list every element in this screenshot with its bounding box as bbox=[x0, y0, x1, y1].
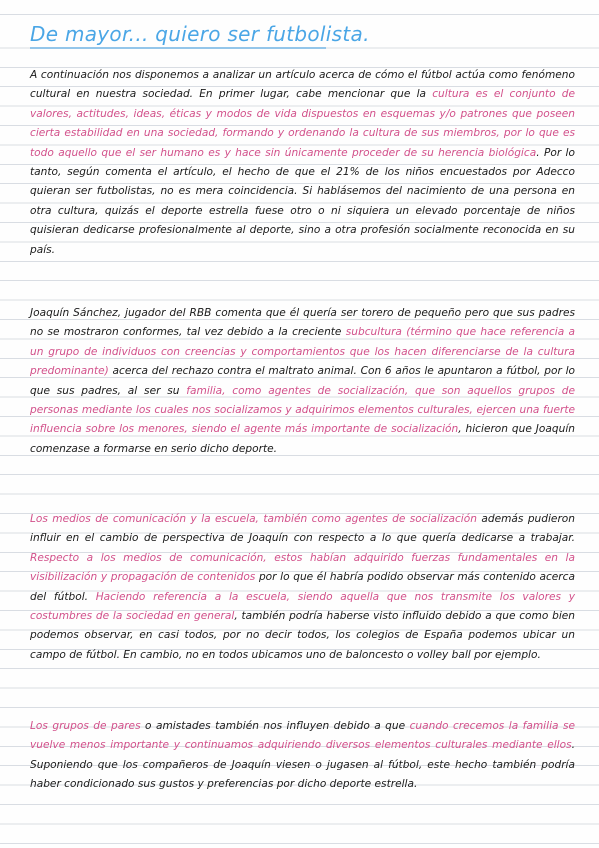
highlighted-text: cultura es el conjunto de valores, actitudes, ideas, éticas y modos de vida dispuestos en esquemas y/o patrones que poseen cierta estabilidad en una sociedad, formando y ordenando la cultura de sus miembros, por lo que es todo aquello que el ser humano es y hace sin únicamente proceder de su herencia biológica bbox=[30, 88, 575, 159]
body-text: A continuación nos disponemos a analizar un artículo acerca de cómo el fútbol actúa como fenómeno cultural en nuestra sociedad. En primer lugar, cabe mencionar que la bbox=[30, 69, 575, 101]
page-title: De mayor... quiero ser futbolista. bbox=[30, 22, 370, 46]
body-text: Joaquín Sánchez, jugador del RBB comenta que él quería ser torero de pequeño pero que sus padres no se mostraron conformes, tal vez debido a la creciente bbox=[30, 307, 575, 339]
highlighted-text: Respecto a los medios de comunicación, estos habían adquirido fuerzas fundamentales en la visibilización y propagación de contenidos bbox=[30, 551, 575, 584]
paragraph-2 bbox=[30, 304, 575, 459]
highlighted-text: Los grupos de pares bbox=[30, 720, 141, 732]
highlighted-text: Los medios de comunicación y la escuela, también como agentes de socialización bbox=[30, 513, 477, 525]
paragraph-1 bbox=[30, 66, 575, 260]
title-underline bbox=[30, 47, 326, 49]
body-text: por lo que él habría podido observar más contenido acerca del fútbol. bbox=[30, 571, 575, 603]
body-text: , hicieron que Joaquín comenzase a formarse en serio dicho deporte. bbox=[30, 423, 575, 455]
highlighted-text: subcultura (término que hace referencia a un grupo de individuos con creencias y comportamientos que los hacen diferenciarse de la cultura predominante) bbox=[30, 326, 575, 378]
body-text: , también podría haberse visto influido debido a que como bien podemos observar, en casi todos, por no decir todos, los colegios de España podemos ubicar un campo de fútbol. En cambio, no en todos ubicamos uno de baloncesto o volley ball por ejemplo. bbox=[30, 610, 575, 661]
highlighted-text: Haciendo referencia a la escuela, siendo aquella que nos transmite los valores y costumbres de la sociedad en general bbox=[30, 590, 575, 623]
paragraph-3 bbox=[30, 510, 575, 665]
body-text: acerca del rechazo contra el maltrato animal. Con 6 años le apuntaron a fútbol, por lo que sus padres, al ser su bbox=[30, 365, 575, 397]
page-margin bbox=[0, 0, 14, 848]
highlighted-text: cuando crecemos la familia se vuelve menos importante y continuamos adquiriendo diversos elementos culturales mediante ellos bbox=[30, 720, 575, 752]
body-text: . Por lo tanto, según comenta el artículo, el hecho de que el 21% de los niños encuestados por Adecco quieran ser futbolistas, no es mera coincidencia. Si hablásemos del nacimiento de una persona en otra cultura, quizás el deporte estrella fuese otro o ni siquiera un elevado porcentaje de niños quisieran dedicarse profesionalmente al deporte, sino a otra profesión socialmente reconocida en su país. bbox=[30, 146, 575, 256]
highlighted-text: familia, como agentes de socialización, que son aquellos grupos de personas mediante los cuales nos socializamos y adquirimos elementos culturales, ejercen una fuerte influencia sobre los menores, siendo el agente más importante de socialización bbox=[30, 384, 575, 436]
body-text: o amistades también nos influyen debido a que bbox=[140, 720, 410, 732]
paragraph-4 bbox=[30, 717, 575, 795]
body-text: . Suponiendo que los compañeros de Joaquín viesen o jugasen al fútbol, este hecho también podría haber condicionado sus gustos y preferencias por dicho deporte estrella. bbox=[30, 739, 575, 791]
body-text: además pudieron influir en el cambio de perspectiva de Joaquín con respecto a lo que quería dedicarse a trabajar. bbox=[30, 513, 575, 545]
